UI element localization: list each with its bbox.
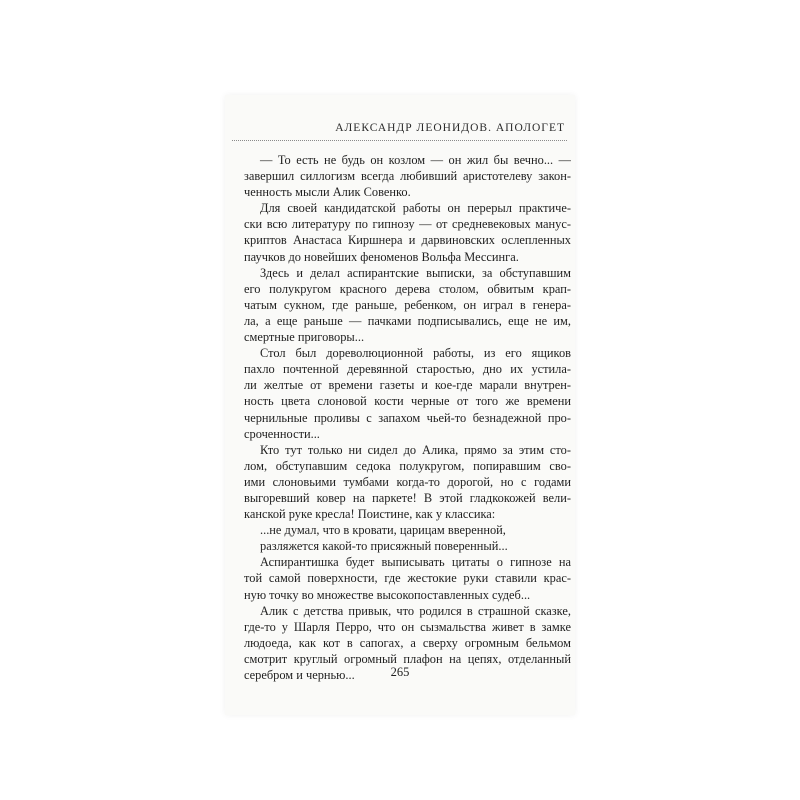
text-line: ими слоновьими тумбами когда-то дорогой, но с годами [244, 474, 571, 489]
text-line: Стол был дореволюционной работы, из его ящиков [260, 346, 571, 361]
text-line: канской руке кресла! Поистине, как у классика: [244, 507, 496, 522]
text-line: — То есть не будь он козлом — он жил бы вечно... — [260, 153, 571, 167]
text-line: ли желтые от времени газеты и кое-где марали внутрен- [244, 378, 571, 393]
text-line: ла, а еще раньше — пачками подписывались, еще не им, [244, 313, 571, 328]
text-line: смотрит круглый огромный плафон на цепях, отделанный [244, 651, 571, 666]
text-line: ски всю литературу по гипнозу — от средневековых манус- [244, 217, 571, 232]
text-line: Алик с детства привык, что родился в страшной сказке, [260, 603, 571, 618]
text-line: сроченности... [244, 426, 320, 441]
header-divider [232, 140, 567, 141]
text-line: ченность мысли Алик Совенко. [244, 185, 411, 200]
text-line: паучков до новейших феноменов Вольфа Мессинга. [244, 249, 519, 264]
running-title: АЛЕКСАНДР ЛЕОНИДОВ. АПОЛОГЕТ [335, 122, 565, 134]
text-line: Здесь и делал аспирантские выписки, за обступавшим [260, 265, 571, 280]
text-line: криптов Анастаса Киршнера и дарвиновских ослепленных [244, 233, 571, 248]
verse-line: ...не думал, что в кровати, царицам вверенной, [260, 523, 506, 538]
text-line: людоеда, как кот в сапогах, а сверху огромным бельмом [244, 635, 571, 650]
text-line: ную точку во множестве высокопоставленных судеб... [244, 587, 531, 602]
text-line: Кто тут только ни сидел до Алика, прямо за этим сто- [260, 442, 571, 457]
body-text [244, 152, 571, 683]
text-line: где-то у Шарля Перро, что он сызмальства живет в замке [244, 619, 571, 634]
text-line: Аспирантишка будет выписывать цитаты о гипнозе на [260, 555, 571, 570]
page-number: 265 [390, 665, 410, 679]
text-line: выгоревший ковер на паркете! В этой гладкокожей вели- [244, 490, 571, 505]
text-line: той самой поверхности, где жестокие руки ставили крас- [244, 571, 571, 586]
text-line: смертные приговоры... [244, 330, 365, 345]
text-line: чатым сукном, где раньше, ребенком, он играл в генера- [244, 297, 571, 312]
text-line: серебром и чернью... [244, 668, 355, 682]
text-line: ность цвета слоновой кости черные от того же времени [244, 394, 571, 409]
text-line: его полукругом красного дерева столом, обвитым крап- [244, 281, 571, 296]
text-line: Для своей кандидатской работы он перерыл практиче- [260, 201, 571, 216]
text-line: завершил силлогизм всегда любивший аристотелеву закон- [244, 169, 571, 184]
text-line: лом, обступавшим седока полукругом, попиравшим сво- [244, 458, 571, 473]
verse-line: разляжется какой-то присяжный поверенный... [260, 539, 508, 554]
text-line: чернильные проливы с запахом чьей-то безнадежной про- [244, 410, 571, 425]
text-line: пахло почтенной деревянной старостью, дно их устила- [244, 362, 571, 377]
